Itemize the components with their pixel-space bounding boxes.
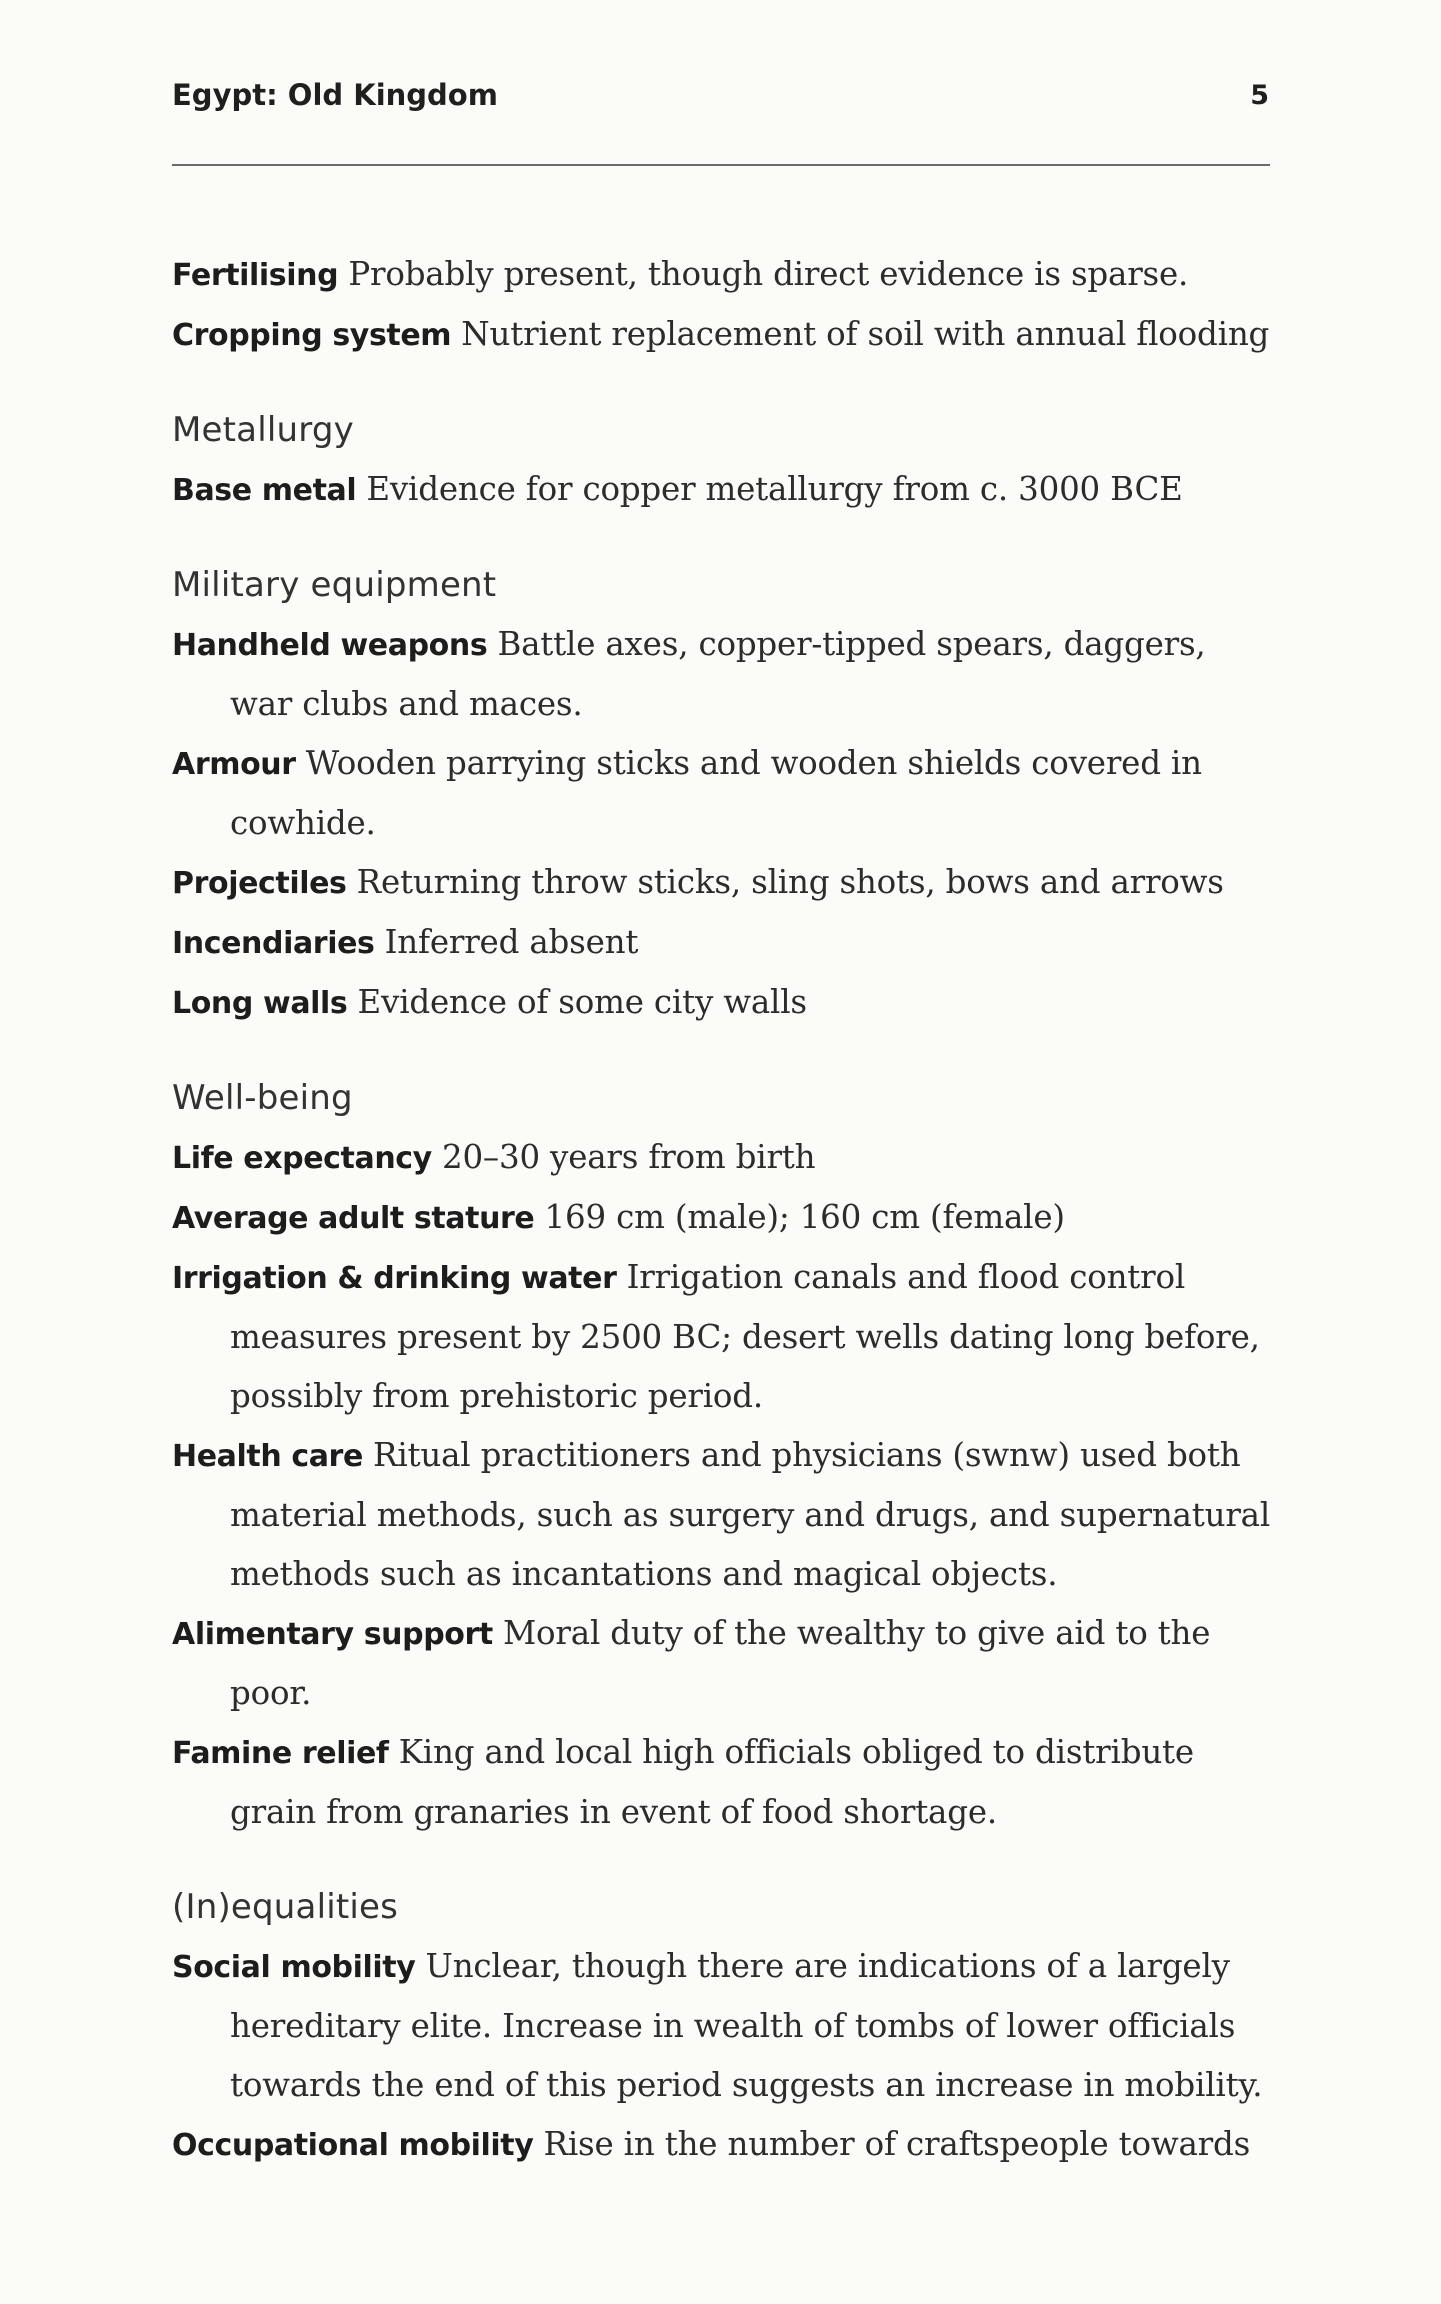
entry-term: Incendiaries <box>172 926 375 961</box>
entry-term: Fertilising <box>172 258 339 293</box>
entry-term: Handheld weapons <box>172 628 488 663</box>
entry-term: Armour <box>172 747 296 782</box>
section-military-equipment <box>172 556 1277 1033</box>
entry-term: Projectiles <box>172 866 347 901</box>
entry-famine-relief <box>172 1723 1277 1842</box>
entry-text: Battle axes, copper-tipped spears, daggers, war clubs and maces. <box>230 625 1206 723</box>
entry-projectiles <box>172 853 1277 913</box>
entry-term: Occupational mobility <box>172 2128 534 2163</box>
entry-handheld-weapons <box>172 615 1277 734</box>
section-heading: Military equipment <box>172 565 497 605</box>
section-metallurgy <box>172 401 1277 520</box>
entry-term: Base metal <box>172 473 357 508</box>
entry-health-care <box>172 1426 1277 1604</box>
entry-text: Wooden parrying sticks and wooden shields covered in cowhide. <box>230 744 1202 842</box>
page-number: 5 <box>1250 80 1269 111</box>
entry-text: 169 cm (male); 160 cm (female) <box>544 1198 1065 1236</box>
entry-term: Cropping system <box>172 318 452 353</box>
entry-social-mobility <box>172 1937 1277 2115</box>
entry-term: Famine relief <box>172 1736 389 1771</box>
entry-term: Health care <box>172 1439 363 1474</box>
entry-term: Average adult stature <box>172 1201 535 1236</box>
section-heading: (In)equalities <box>172 1887 399 1927</box>
entry-text: Irrigation canals and flood control measures present by 2500 BC; desert wells dating long before, possibly from prehistoric period. <box>230 1258 1260 1415</box>
entry-long-walls <box>172 973 1277 1033</box>
section-heading: Well-being <box>172 1078 353 1118</box>
section-agriculture-continued <box>172 245 1277 365</box>
entry-alimentary-support <box>172 1604 1277 1723</box>
entry-term: Irrigation & drinking water <box>172 1261 617 1296</box>
entry-term: Long walls <box>172 986 348 1021</box>
section-inequalities <box>172 1878 1277 2175</box>
entry-text: Returning throw sticks, sling shots, bows and arrows <box>356 863 1224 901</box>
running-title: Egypt: Old Kingdom <box>172 78 498 112</box>
entry-occupational-mobility <box>172 2115 1277 2175</box>
entry-text: Moral duty of the wealthy to give aid to the poor. <box>230 1614 1211 1712</box>
entry-text: 20–30 years from birth <box>441 1138 816 1176</box>
entry-text: Inferred absent <box>384 923 639 961</box>
entry-average-adult-stature <box>172 1188 1277 1248</box>
section-well-being <box>172 1069 1277 1842</box>
entry-term: Life expectancy <box>172 1141 432 1176</box>
header-rule <box>172 164 1270 166</box>
entry-text: Nutrient replacement of soil with annual flooding <box>461 315 1270 353</box>
entry-text: Rise in the number of craftspeople towards <box>543 2125 1251 2163</box>
entry-text: Unclear, though there are indications of a largely hereditary elite. Increase in wealth of tombs of lower officials towards the end of this period suggests an increase in mobility. <box>230 1947 1263 2104</box>
entry-irrigation-drinking-water <box>172 1248 1277 1426</box>
running-head <box>172 78 1269 122</box>
entry-life-expectancy <box>172 1128 1277 1188</box>
entry-fertilising <box>172 245 1277 305</box>
section-heading: Metallurgy <box>172 410 354 450</box>
page-content <box>172 245 1277 2175</box>
entry-text: Evidence for copper metallurgy from c. 3000 BCE <box>366 470 1183 508</box>
entry-base-metal <box>172 460 1277 520</box>
entry-term: Social mobility <box>172 1950 416 1985</box>
entry-cropping-system <box>172 305 1277 365</box>
entry-text: King and local high officials obliged to distribute grain from granaries in event of food shortage. <box>230 1733 1194 1831</box>
entry-text: Probably present, though direct evidence is sparse. <box>348 255 1189 293</box>
entry-text: Evidence of some city walls <box>357 983 807 1021</box>
entry-term: Alimentary support <box>172 1617 493 1652</box>
entry-text: Ritual practitioners and physicians (swnw) used both material methods, such as surgery and drugs, and supernatural methods such as incantations and magical objects. <box>230 1436 1271 1593</box>
entry-armour <box>172 734 1277 853</box>
entry-incendiaries <box>172 913 1277 973</box>
